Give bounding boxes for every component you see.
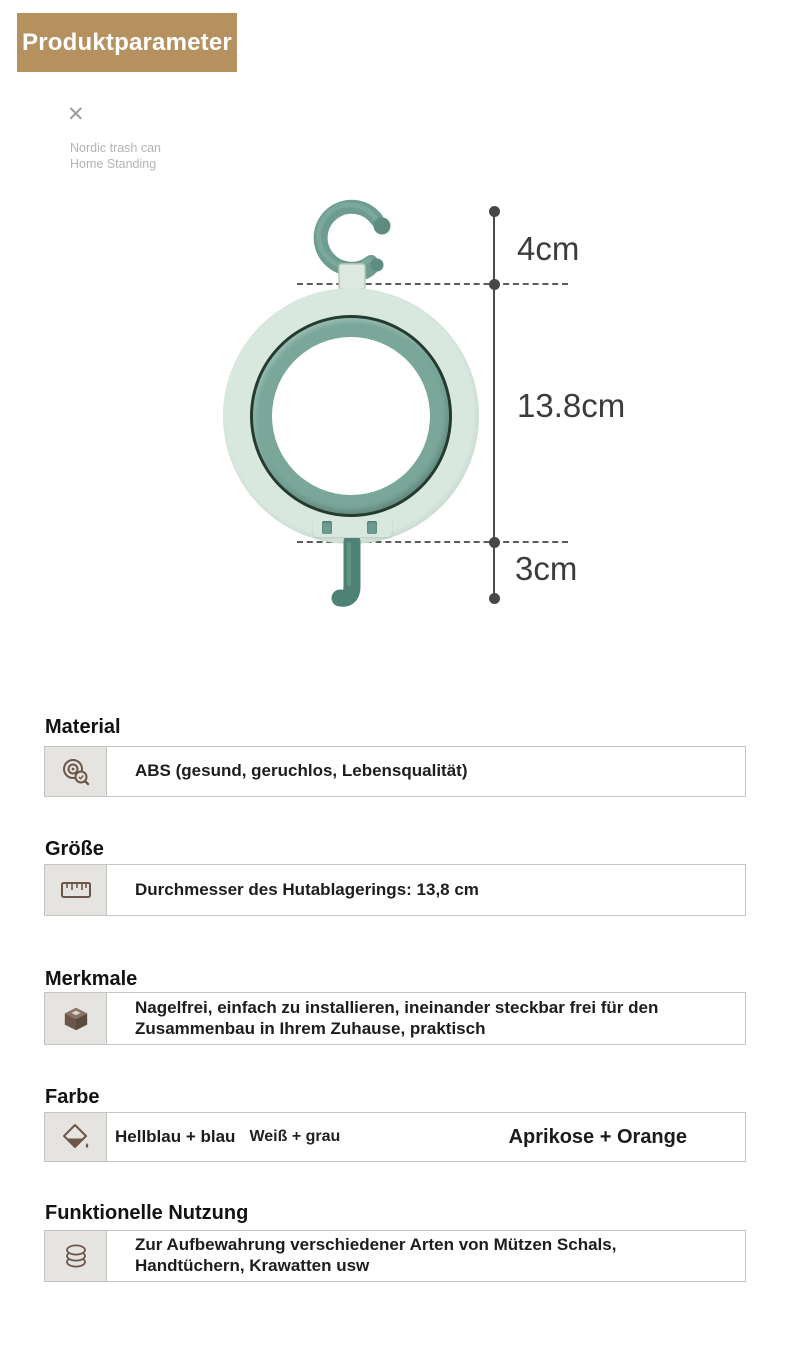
- section-title-color: Farbe: [45, 1086, 100, 1108]
- section-title-size: Größe: [45, 838, 104, 860]
- dimension-label-bottom: 3cm: [515, 550, 578, 587]
- dimension-label-top: 4cm: [517, 230, 580, 267]
- size-value: Durchmesser des Hutablagerings: 13,8 cm: [135, 879, 479, 899]
- color-option-2: Weiß + grau: [249, 1128, 341, 1145]
- section-title-material: Material: [45, 716, 121, 738]
- dimension-label-middle: 13.8cm: [517, 387, 626, 424]
- ring-center: [272, 337, 430, 495]
- functional-use-row: [44, 1230, 746, 1282]
- features-row: [44, 992, 746, 1045]
- paint-bucket-icon: [45, 1113, 107, 1161]
- size-row: [44, 864, 746, 916]
- section-title-features: Merkmale: [45, 968, 138, 990]
- material-row: [44, 746, 746, 797]
- features-value: Nagelfrei, einfach zu installieren, ineinander steckbar frei für den Zusammenbau in Ihrem Zuhause, praktisch: [135, 997, 659, 1038]
- ring-bottom-clip: [313, 517, 392, 537]
- cube-icon: [45, 993, 107, 1044]
- measure-dot: [489, 537, 500, 548]
- color-option-3: Aprikose + Orange: [508, 1125, 687, 1148]
- functional-use-value: Zur Aufbewahrung verschiedener Arten von Mützen Schals, Handtüchern, Krawatten usw: [135, 1235, 617, 1275]
- watermark-line2: Home Standing: [70, 157, 157, 171]
- color-options: [107, 1113, 745, 1161]
- bottom-hook-image: [330, 538, 375, 608]
- measure-dot: [489, 206, 500, 217]
- clip-slot: [322, 521, 332, 534]
- ring-image: [223, 288, 479, 544]
- color-row: [44, 1112, 746, 1162]
- product-parameter-badge: [17, 13, 237, 72]
- badge-label: Produktparameter: [22, 28, 232, 56]
- ruler-icon: [45, 865, 107, 915]
- measure-dot: [489, 593, 500, 604]
- measure-dot: [489, 279, 500, 290]
- color-option-1: Hellblau + blau: [115, 1127, 236, 1146]
- target-search-icon: [45, 747, 107, 796]
- section-title-functional-use: Funktionelle Nutzung: [45, 1202, 249, 1224]
- top-hook-image: [305, 198, 415, 298]
- clip-slot: [367, 521, 377, 534]
- close-icon[interactable]: ✕: [67, 103, 85, 126]
- stacked-rings-icon: [45, 1231, 107, 1281]
- material-value: ABS (gesund, geruchlos, Lebensqualität): [135, 761, 468, 781]
- watermark-line1: Nordic trash can: [70, 141, 162, 155]
